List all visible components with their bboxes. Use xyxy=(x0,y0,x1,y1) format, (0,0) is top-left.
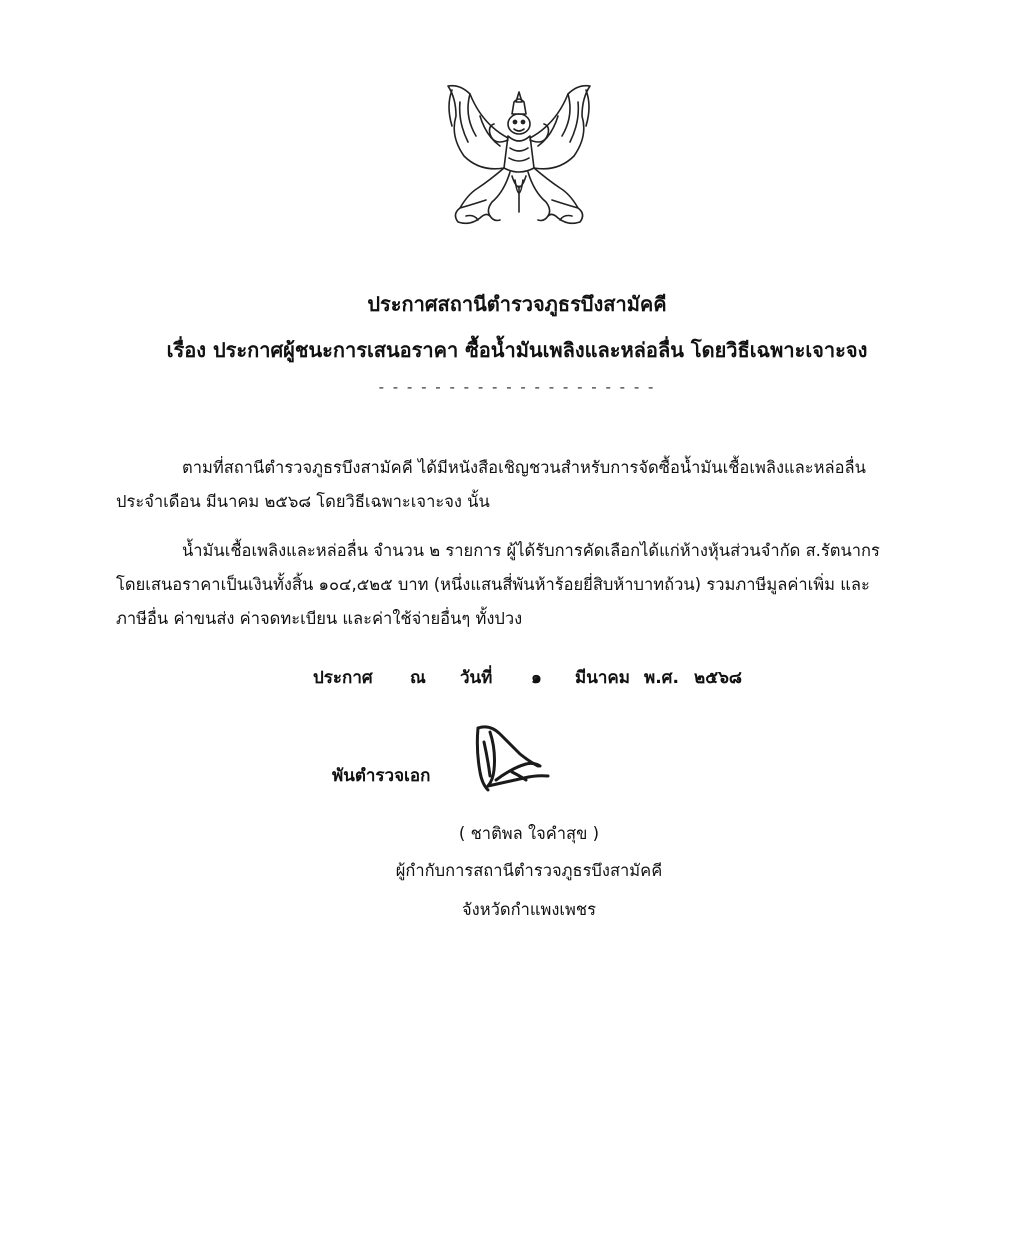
announcement-at: ณ xyxy=(410,668,426,688)
signatory-province: จังหวัดกำแพงเพชร xyxy=(462,900,596,919)
title-divider: - - - - - - - - - - - - - - - - - - - - xyxy=(378,378,656,396)
announcement-word: ประกาศ xyxy=(313,668,373,688)
paragraph-line: โดยเสนอราคาเป็นเงินทั้งสิ้น ๑๐๔,๕๒๕ บาท (หนึ่งแสนสี่พันห้าร้อยยี่สิบห้าบาทถ้วน) รวมภาษีมูลค่าเพิ่ม และ xyxy=(116,575,870,594)
paragraph-line: น้ำมันเชื้อเพลิงและหล่อลื่น จำนวน ๒ รายการ ผู้ได้รับการคัดเลือกได้แก่ห้างหุ้นส่วนจำกัด ส.รัตนากร xyxy=(182,541,880,560)
announcement-day-label: วันที่ xyxy=(460,668,493,688)
paragraph-line: ตามที่สถานีตำรวจภูธรบึงสามัคคี ได้มีหนังสือเชิญชวนสำหรับการจัดซื้อน้ำมันเชื้อเพลิงและหล่อลื่น xyxy=(182,458,866,477)
paragraph-invitation xyxy=(116,451,946,519)
signatory-name: ( ชาติพล ใจคำสุข ) xyxy=(458,824,600,843)
announcement-year: ๒๕๖๘ xyxy=(694,668,742,688)
document-subject: เรื่อง ประกาศผู้ชนะการเสนอราคา ซื้อน้ำมันเพลิงและหล่อลื่น โดยวิธีเฉพาะเจาะจง xyxy=(166,338,868,362)
paragraph-line: ประจำเดือน มีนาคม ๒๕๖๘ โดยวิธีเฉพาะเจาะจง นั้น xyxy=(116,492,490,511)
document-title: ประกาศสถานีตำรวจภูธรบึงสามัคคี xyxy=(367,292,667,316)
announcement-era: พ.ศ. xyxy=(644,668,679,688)
announcement-month: มีนาคม xyxy=(575,668,630,688)
announcement-day: ๑ xyxy=(531,668,542,688)
signatory-position: ผู้กำกับการสถานีตำรวจภูธรบึงสามัคคี xyxy=(395,861,663,880)
paragraph-line: ภาษีอื่น ค่าขนส่ง ค่าจดทะเบียน และค่าใช้จ่ายอื่นๆ ทั้งปวง xyxy=(116,609,523,628)
handwritten-signature-icon xyxy=(466,720,558,796)
paragraph-winner xyxy=(116,534,946,636)
signatory-rank: พันตำรวจเอก xyxy=(332,766,431,786)
garuda-emblem-icon xyxy=(430,76,608,236)
